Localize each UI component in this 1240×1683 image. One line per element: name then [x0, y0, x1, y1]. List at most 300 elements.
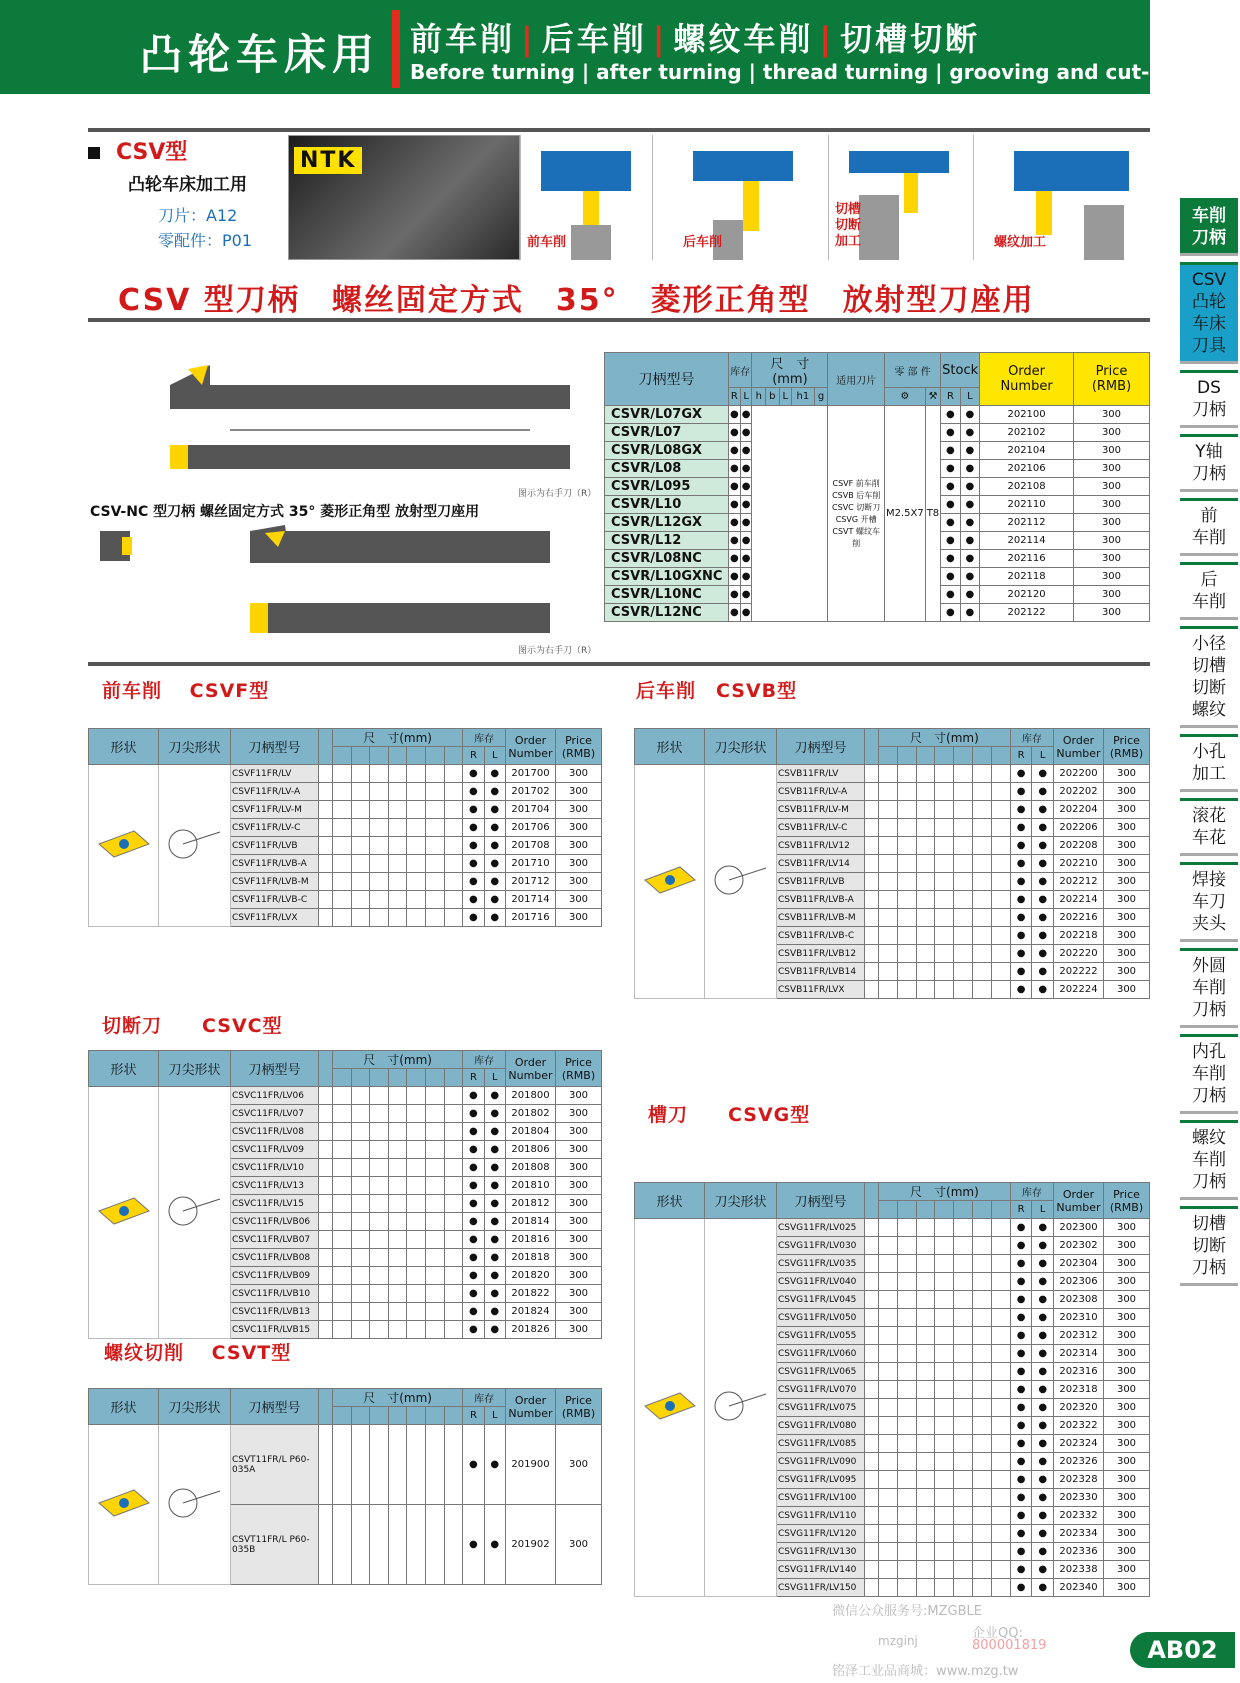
table-row: CSVB11FR/LVB-A ● ● 202214 300	[635, 891, 1150, 909]
table-row: CSVC11FR/LV10 ● ● 201808 300	[89, 1159, 602, 1177]
table-row: CSVR/L10NC ● ● ● ● 202120 300	[605, 586, 1150, 604]
tip-diagram	[159, 765, 231, 927]
price-cell: 300	[1073, 550, 1149, 568]
price-cell: 300	[1073, 514, 1149, 532]
price-cell: 300	[1104, 1435, 1150, 1453]
side-tab[interactable]: 前 车削	[1180, 498, 1238, 556]
order-cell: 202104	[980, 442, 1074, 460]
order-cell: 201816	[506, 1231, 556, 1249]
price-cell: 300	[1073, 586, 1149, 604]
cat-thread: 螺纹车削	[673, 20, 814, 58]
order-cell: 201716	[506, 909, 556, 927]
order-cell: 202206	[1054, 819, 1104, 837]
col-stock: 库存	[1010, 1183, 1053, 1201]
shape-diagram	[89, 1425, 159, 1585]
order-cell: 202326	[1054, 1453, 1104, 1471]
model-cell: CSVR/L12GX	[605, 514, 729, 532]
model-cell: CSVC11FR/LV08	[231, 1123, 319, 1141]
table-row: CSVR/L08GX ● ● ● ● 202104 300	[605, 442, 1150, 460]
table-row: CSVG11FR/LV065 ● ● 202316 300	[635, 1363, 1150, 1381]
model-cell: CSVC11FR/LVB06	[231, 1213, 319, 1231]
order-cell: 201826	[506, 1321, 556, 1339]
order-cell: 202338	[1054, 1561, 1104, 1579]
table-row: CSVR/L12GX ● ● ● ● 202112 300	[605, 514, 1150, 532]
col-order: Order Number	[506, 1051, 556, 1087]
tip-diagram	[705, 765, 777, 999]
price-cell: 300	[1104, 837, 1150, 855]
table-row: CSVT11FR/L P60-035B ● ● 201902 300	[89, 1505, 602, 1585]
cat-front: 前车削	[410, 20, 516, 58]
model-cell: CSVC11FR/LVB13	[231, 1303, 319, 1321]
col-shape: 形状	[89, 1051, 159, 1087]
model-cell: CSVR/L08	[605, 460, 729, 478]
model-cell: CSVF11FR/LV-A	[231, 783, 319, 801]
price-cell: 300	[1073, 478, 1149, 496]
table-row: CSVB11FR/LV ● ● 202200 300	[635, 765, 1150, 783]
price-cell: 300	[556, 1177, 602, 1195]
price-cell: 300	[556, 873, 602, 891]
side-tab[interactable]: CSV 凸轮 车床 刀具	[1180, 262, 1238, 364]
model-name: CSV型	[116, 140, 188, 165]
order-cell: 201812	[506, 1195, 556, 1213]
price-cell: 300	[1104, 927, 1150, 945]
model-cell: CSVB11FR/LV-A	[777, 783, 865, 801]
page-number: AB02	[1130, 1632, 1235, 1668]
op-back-label: 后车削	[683, 235, 723, 250]
price-cell: 300	[1073, 568, 1149, 586]
qq-number: 800001819	[972, 1638, 1047, 1653]
table-row: CSVB11FR/LVB ● ● 202212 300	[635, 873, 1150, 891]
table-row: CSVG11FR/LV085 ● ● 202324 300	[635, 1435, 1150, 1453]
order-cell: 202214	[1054, 891, 1104, 909]
model-cell: CSVB11FR/LVB14	[777, 963, 865, 981]
col-tip: 刀尖形状	[159, 729, 231, 765]
table-row: CSVR/L10GXNC ● ● ● ● 202118 300	[605, 568, 1150, 586]
col-stock: 库存	[1010, 729, 1053, 747]
table-row: CSVR/L12 ● ● ● ● 202114 300	[605, 532, 1150, 550]
holder-diagram	[90, 355, 590, 495]
screw-cell: M2.5X7	[884, 406, 925, 622]
order-cell: 201706	[506, 819, 556, 837]
op-thread-label: 螺纹加工	[994, 235, 1047, 250]
order-cell: 202314	[1054, 1345, 1104, 1363]
price-cell: 300	[1104, 1561, 1150, 1579]
order-cell: 201804	[506, 1123, 556, 1141]
model-cell: CSVR/L12NC	[605, 604, 729, 622]
side-tab[interactable]: 车削 刀柄	[1180, 198, 1238, 256]
price-cell: 300	[556, 765, 602, 783]
table-row: CSVG11FR/LV050 ● ● 202310 300	[635, 1309, 1150, 1327]
model-cell: CSVB11FR/LV14	[777, 855, 865, 873]
order-cell: 201704	[506, 801, 556, 819]
tip-diagram	[159, 1087, 231, 1339]
col-shape: 形状	[89, 729, 159, 765]
side-tab[interactable]: 小孔 加工	[1180, 734, 1238, 792]
order-cell: 202204	[1054, 801, 1104, 819]
col-shape: 形状	[635, 1183, 705, 1219]
col-model: 刀柄型号	[231, 1051, 319, 1087]
table-row: CSVG11FR/LV090 ● ● 202326 300	[635, 1453, 1150, 1471]
table-row: CSVB11FR/LVB12 ● ● 202220 300	[635, 945, 1150, 963]
table-row: CSVC11FR/LVB13 ● ● 201824 300	[89, 1303, 602, 1321]
table-row: CSVG11FR/LV120 ● ● 202334 300	[635, 1525, 1150, 1543]
model-cell: CSVC11FR/LV10	[231, 1159, 319, 1177]
table-row: CSVC11FR/LVB09 ● ● 201820 300	[89, 1267, 602, 1285]
col-size: 尺 寸(mm)	[752, 353, 828, 388]
key-cell: T8	[925, 406, 940, 622]
shape-diagram	[635, 765, 705, 999]
price-cell: 300	[1104, 1399, 1150, 1417]
price-cell: 300	[1104, 819, 1150, 837]
blade-item: CSVF 前车削	[832, 478, 880, 488]
table-row: CSVG11FR/LV045 ● ● 202308 300	[635, 1291, 1150, 1309]
side-tabs	[1180, 198, 1240, 1292]
order-cell: 201822	[506, 1285, 556, 1303]
order-cell: 201806	[506, 1141, 556, 1159]
price-cell: 300	[556, 801, 602, 819]
col-model: 刀柄型号	[231, 729, 319, 765]
table-row: CSVG11FR/LV080 ● ● 202322 300	[635, 1417, 1150, 1435]
col-model: 刀柄型号	[777, 1183, 865, 1219]
model-cell: CSVC11FR/LV09	[231, 1141, 319, 1159]
model-cell: CSVR/L08NC	[605, 550, 729, 568]
price-cell: 300	[556, 1321, 602, 1339]
table-row: CSVG11FR/LV095 ● ● 202328 300	[635, 1471, 1150, 1489]
model-cell: CSVR/L07GX	[605, 406, 729, 424]
table-row: CSVG11FR/LV110 ● ● 202332 300	[635, 1507, 1150, 1525]
price-cell: 300	[556, 1249, 602, 1267]
model-cell: CSVB11FR/LVB-C	[777, 927, 865, 945]
order-cell: 201902	[506, 1505, 556, 1585]
price-cell: 300	[556, 783, 602, 801]
col-model: 刀柄型号	[231, 1389, 319, 1425]
table-row: CSVG11FR/LV150 ● ● 202340 300	[635, 1579, 1150, 1597]
sub-g: g	[814, 388, 828, 406]
price-cell: 300	[1104, 1273, 1150, 1291]
side-tab[interactable]: 后 车削	[1180, 562, 1238, 620]
mall-text: 铭泽工业品商城：www.mzg.tw	[832, 1664, 1019, 1679]
model-cell: CSVG11FR/LV080	[777, 1417, 865, 1435]
col-tip: 刀尖形状	[159, 1389, 231, 1425]
side-tab[interactable]: 外圆 车削 刀柄	[1180, 948, 1238, 1028]
model-cell: CSVG11FR/LV060	[777, 1345, 865, 1363]
side-tab[interactable]: DS 刀柄	[1180, 370, 1238, 428]
table-row: CSVC11FR/LV07 ● ● 201802 300	[89, 1105, 602, 1123]
col-shape: 形状	[89, 1389, 159, 1425]
price-cell: 300	[1104, 1489, 1150, 1507]
order-cell: 202112	[980, 514, 1074, 532]
price-cell: 300	[1104, 783, 1150, 801]
col-stock: 库存	[463, 729, 506, 747]
model-cell: CSVB11FR/LVB	[777, 873, 865, 891]
nc-title: CSV-NC 型刀柄 螺丝固定方式 35° 菱形正角型 放射型刀座用	[90, 504, 480, 520]
price-cell: 300	[1073, 460, 1149, 478]
side-tab[interactable]: 内孔 车削 刀柄	[1180, 1034, 1238, 1114]
model-cell: CSVC11FR/LVB15	[231, 1321, 319, 1339]
order-cell: 202110	[980, 496, 1074, 514]
price-cell: 300	[556, 837, 602, 855]
order-cell: 202332	[1054, 1507, 1104, 1525]
shape-diagram	[635, 1219, 705, 1597]
model-cell: CSVG11FR/LV140	[777, 1561, 865, 1579]
ntk-logo: NTK	[294, 147, 362, 174]
table-row: CSVF11FR/LV-M ● ● 201704 300	[89, 801, 602, 819]
order-cell: 201808	[506, 1159, 556, 1177]
model-cell: CSVF11FR/LV	[231, 765, 319, 783]
table-row: CSVB11FR/LVX ● ● 202224 300	[635, 981, 1150, 999]
col-price: Price (RMB)	[1104, 1183, 1150, 1219]
shape-diagram	[89, 765, 159, 927]
csvb-table: 形状 刀尖形状 刀柄型号 尺 寸(mm) 库存 Order Number Price (RMB) R L CSVB11FR/LV ● ● 202200 300 CSVB11FR/LV-A ● ● 202202 300 CSVB11FR/LV-M ● ● 202204 300 CSVB11FR/LV-C ● ● 202206 300 CSVB11FR/LV12 ● ● 202208 300 CSVB11FR/LV14 ● ● 202210 300 CSVB11FR/LVB ● ● 202212 300 CSVB11FR/LVB-A ● ● 202214 300 CSVB11FR/LVB-M ● ● 202216 300 CSVB11FR/LVB-C ● ● 202218 300 CSVB11FR/LVB12 ● ● 202220 300 CSVB11FR/LVB14 ● ● 202222 300 CSVB11FR/LVX ● ● 202224 300	[634, 728, 1150, 999]
order-cell: 201802	[506, 1105, 556, 1123]
table-row: CSVB11FR/LVB-M ● ● 202216 300	[635, 909, 1150, 927]
intro-block	[88, 135, 288, 260]
model-cell: CSVG11FR/LV150	[777, 1579, 865, 1597]
table-row: CSVB11FR/LV-C ● ● 202206 300	[635, 819, 1150, 837]
table-row: CSVG11FR/LV025 ● ● 202300 300	[635, 1219, 1150, 1237]
sub-l: L	[740, 388, 752, 406]
table-row: CSVF11FR/LVB ● ● 201708 300	[89, 837, 602, 855]
table-row: CSVF11FR/LVX ● ● 201716 300	[89, 909, 602, 927]
model-cell: CSVG11FR/LV065	[777, 1363, 865, 1381]
col-order: Order Number	[506, 1389, 556, 1425]
side-tab[interactable]: 焊接 车刀 夹头	[1180, 862, 1238, 942]
model-cell: CSVC11FR/LVB07	[231, 1231, 319, 1249]
price-cell: 300	[1104, 1309, 1150, 1327]
model-cell: CSVB11FR/LV-C	[777, 819, 865, 837]
model-cell: CSVG11FR/LV070	[777, 1381, 865, 1399]
order-cell: 202318	[1054, 1381, 1104, 1399]
csvf-title: 前车削 CSVF型	[102, 680, 270, 702]
price-cell: 300	[1104, 1525, 1150, 1543]
key-icon: ⚒	[925, 388, 940, 406]
order-cell: 202308	[1054, 1291, 1104, 1309]
divider	[88, 318, 1150, 322]
side-tab[interactable]: Y轴 刀柄	[1180, 434, 1238, 492]
price-cell: 300	[556, 1159, 602, 1177]
nc-holder-diagram	[100, 525, 580, 645]
op-groove-diagram	[828, 135, 973, 260]
price-cell: 300	[1073, 424, 1149, 442]
table-row: CSVG11FR/LV040 ● ● 202306 300	[635, 1273, 1150, 1291]
side-tab[interactable]: 螺纹 车削 刀柄	[1180, 1120, 1238, 1200]
blade-item: CSVG 开槽	[835, 514, 877, 524]
side-tab[interactable]: 滚花 车花	[1180, 798, 1238, 856]
order-cell: 201800	[506, 1087, 556, 1105]
table-row: CSVC11FR/LVB07 ● ● 201816 300	[89, 1231, 602, 1249]
side-tab[interactable]: 小径 切槽 切断 螺纹	[1180, 626, 1238, 728]
price-cell: 300	[1104, 945, 1150, 963]
blade-item: CSVB 后车削	[832, 490, 881, 500]
price-cell: 300	[556, 1303, 602, 1321]
order-cell: 202336	[1054, 1543, 1104, 1561]
order-cell: 202116	[980, 550, 1074, 568]
model-cell: CSVC11FR/LVB08	[231, 1249, 319, 1267]
model-cell: CSVG11FR/LV025	[777, 1219, 865, 1237]
order-cell: 202200	[1054, 765, 1104, 783]
order-cell: 202322	[1054, 1417, 1104, 1435]
order-cell: 202324	[1054, 1435, 1104, 1453]
op-back-diagram	[652, 135, 828, 260]
order-cell: 201710	[506, 855, 556, 873]
order-cell: 202320	[1054, 1399, 1104, 1417]
skype-text: mzginj	[878, 1634, 918, 1648]
table-row: CSVB11FR/LV12 ● ● 202208 300	[635, 837, 1150, 855]
price-cell: 300	[556, 1425, 602, 1505]
price-cell: 300	[1073, 442, 1149, 460]
cat-groove: 切槽切断	[840, 20, 981, 58]
order-cell: 202106	[980, 460, 1074, 478]
price-cell: 300	[1104, 1579, 1150, 1597]
price-cell: 300	[1104, 1237, 1150, 1255]
price-cell: 300	[1073, 604, 1149, 622]
table-row: CSVB11FR/LVB-C ● ● 202218 300	[635, 927, 1150, 945]
csvc-title: 切断刀 CSVC型	[102, 1015, 283, 1037]
model-cell: CSVF11FR/LV-M	[231, 801, 319, 819]
col-model: 刀柄型号	[777, 729, 865, 765]
model-cell: CSVG11FR/LV090	[777, 1453, 865, 1471]
model-cell: CSVG11FR/LV100	[777, 1489, 865, 1507]
price-cell: 300	[1104, 801, 1150, 819]
table-row: CSVC11FR/LVB06 ● ● 201814 300	[89, 1213, 602, 1231]
csvg-title: 槽刀 CSVG型	[648, 1104, 811, 1126]
model-cell: CSVC11FR/LVB10	[231, 1285, 319, 1303]
table-row: CSVF11FR/LVB-M ● ● 201712 300	[89, 873, 602, 891]
divider	[88, 128, 1150, 132]
table-row: CSVC11FR/LV08 ● ● 201804 300	[89, 1123, 602, 1141]
price-cell: 300	[1073, 532, 1149, 550]
price-cell: 300	[556, 819, 602, 837]
price-cell: 300	[1104, 1291, 1150, 1309]
model-cell: CSVF11FR/LVB	[231, 837, 319, 855]
price-cell: 300	[556, 1087, 602, 1105]
order-cell: 202304	[1054, 1255, 1104, 1273]
price-cell: 300	[1104, 1507, 1150, 1525]
price-cell: 300	[556, 909, 602, 927]
table-row: CSVB11FR/LV14 ● ● 202210 300	[635, 855, 1150, 873]
table-row: CSVC11FR/LV09 ● ● 201806 300	[89, 1141, 602, 1159]
model-cell: CSVB11FR/LVX	[777, 981, 865, 999]
col-size: 尺 寸(mm)	[879, 729, 1011, 747]
table-row: CSVF11FR/LVB-C ● ● 201714 300	[89, 891, 602, 909]
sub-r2: R	[941, 388, 960, 406]
order-cell: 201810	[506, 1177, 556, 1195]
col-order: Order Number	[506, 729, 556, 765]
sub-r: R	[729, 388, 741, 406]
price-cell: 300	[1104, 1453, 1150, 1471]
price-cell: 300	[556, 855, 602, 873]
csvf-table: 形状 刀尖形状 刀柄型号 尺 寸(mm) 库存 Order Number Price (RMB) R L CSVF11FR/LV ● ● 201700 300 CSVF11FR/LV-A ● ● 201702 300 CSVF11FR/LV-M ● ● 201704 300 CSVF11FR/LV-C ● ● 201706 300 CSVF11FR/LVB ● ● 201708 300 CSVF11FR/LVB-A ● ● 201710 300 CSVF11FR/LVB-M ● ● 201712 300 CSVF11FR/LVB-C ● ● 201714 300 CSVF11FR/LVX ● ● 201716 300	[88, 728, 602, 927]
table-row: CSVF11FR/LVB-A ● ● 201710 300	[89, 855, 602, 873]
col-shape: 形状	[635, 729, 705, 765]
table-row: CSVR/L07 ● ● ● ● 202102 300	[605, 424, 1150, 442]
col-stock: 库存	[463, 1389, 506, 1407]
table-row: CSVR/L095 ● ● ● ● 202108 300	[605, 478, 1150, 496]
table-row: CSVG11FR/LV030 ● ● 202302 300	[635, 1237, 1150, 1255]
model-cell: CSVR/L10	[605, 496, 729, 514]
model-cell: CSVG11FR/LV120	[777, 1525, 865, 1543]
price-cell: 300	[556, 1285, 602, 1303]
model-cell: CSVR/L10GXNC	[605, 568, 729, 586]
col-price: Price (RMB)	[556, 1051, 602, 1087]
order-cell: 202202	[1054, 783, 1104, 801]
table-row: CSVR/L10 ● ● ● ● 202110 300	[605, 496, 1150, 514]
model-cell: CSVR/L095	[605, 478, 729, 496]
price-cell: 300	[556, 1231, 602, 1249]
table-row: CSVG11FR/LV075 ● ● 202320 300	[635, 1399, 1150, 1417]
col-price: Price (RMB)	[556, 1389, 602, 1425]
order-cell: 202114	[980, 532, 1074, 550]
order-cell: 202330	[1054, 1489, 1104, 1507]
price-cell: 300	[1104, 1417, 1150, 1435]
model-cell: CSVG11FR/LV045	[777, 1291, 865, 1309]
model-cell: CSVF11FR/LVX	[231, 909, 319, 927]
side-tab[interactable]: 切槽 切断 刀柄	[1180, 1206, 1238, 1286]
order-cell: 202212	[1054, 873, 1104, 891]
price-cell: 300	[1104, 855, 1150, 873]
section-title: CSV 型刀柄 螺丝固定方式 35° 菱形正角型 放射型刀座用	[118, 283, 1035, 318]
order-cell: 202218	[1054, 927, 1104, 945]
price-cell: 300	[1104, 1219, 1150, 1237]
model-cell: CSVG11FR/LV110	[777, 1507, 865, 1525]
price-cell: 300	[1073, 496, 1149, 514]
use-text: 凸轮车床加工用	[128, 175, 247, 195]
table-row: CSVG11FR/LV070 ● ● 202318 300	[635, 1381, 1150, 1399]
price-cell: 300	[1104, 1381, 1150, 1399]
price-cell: 300	[1104, 1543, 1150, 1561]
model-cell: CSVF11FR/LV-C	[231, 819, 319, 837]
model-cell: CSVR/L08GX	[605, 442, 729, 460]
col-tip: 刀尖形状	[159, 1051, 231, 1087]
diagram-note-2: 图示为右手刀（R）	[518, 646, 597, 656]
model-cell: CSVB11FR/LV-M	[777, 801, 865, 819]
price-cell: 300	[1104, 1255, 1150, 1273]
page-title: 凸轮车床用	[140, 30, 381, 79]
col-size: 尺 寸(mm)	[333, 729, 463, 747]
model-cell: CSVG11FR/LV050	[777, 1309, 865, 1327]
col-price: Price (RMB)	[1104, 729, 1150, 765]
model-cell: CSVT11FR/L P60-035B	[231, 1505, 319, 1585]
shape-diagram	[89, 1087, 159, 1339]
csvg-table: 形状 刀尖形状 刀柄型号 尺 寸(mm) 库存 Order Number Price (RMB) R L CSVG11FR/LV025 ● ● 202300 300 CSVG11FR/LV030 ● ● 202302 300 CSVG11FR/LV035 ● ● 202304 300 CSVG11FR/LV040 ● ● 202306 300 CSVG11FR/LV045 ● ● 202308 300 CSVG11FR/LV050 ● ● 202310 300 CSVG11FR/LV055 ● ● 202312 300 CSVG11FR/LV060 ● ● 202314 300 CSVG11FR/LV065 ● ● 202316 300 CSVG11FR/LV070 ● ● 202318 300 CSVG11FR/LV075 ● ● 202320 300 CSVG11FR/LV080 ● ● 202322 300 CSVG11FR/LV085 ● ● 202324 300 CSVG11FR/LV090 ● ● 202326 300 CSVG11FR/LV095 ● ● 202328 300 CSVG11FR/LV100 ● ● 202330 300 CSVG11FR/LV110 ● ● 202332 300 CSVG11FR/LV120 ● ● 202334 300 CSVG11FR/LV130 ● ● 202336 300 CSVG11FR/LV140 ● ● 202338 300 CSVG11FR/LV150 ● ● 202340 300	[634, 1182, 1150, 1597]
model-cell: CSVR/L10NC	[605, 586, 729, 604]
model-cell: CSVC11FR/LV06	[231, 1087, 319, 1105]
blade-text: 刀片：A12	[158, 206, 238, 225]
op-thread-diagram	[973, 135, 1150, 260]
op-front-label: 前车削	[527, 235, 567, 250]
table-row: CSVR/L12NC ● ● ● ● 202122 300	[605, 604, 1150, 622]
order-cell: 201824	[506, 1303, 556, 1321]
col-tip: 刀尖形状	[705, 1183, 777, 1219]
order-cell: 202316	[1054, 1363, 1104, 1381]
model-cell: CSVC11FR/LVB09	[231, 1267, 319, 1285]
price-cell: 300	[1104, 1345, 1150, 1363]
order-cell: 202334	[1054, 1525, 1104, 1543]
price-cell: 300	[1104, 765, 1150, 783]
model-cell: CSVF11FR/LVB-A	[231, 855, 319, 873]
table-row: CSVF11FR/LV-A ● ● 201702 300	[89, 783, 602, 801]
col-price: Price (RMB)	[556, 729, 602, 765]
col-size: 尺 寸(mm)	[879, 1183, 1011, 1201]
order-cell: 202210	[1054, 855, 1104, 873]
model-cell: CSVG11FR/LV040	[777, 1273, 865, 1291]
table-row: CSVC11FR/LVB15 ● ● 201826 300	[89, 1321, 602, 1339]
order-cell: 201714	[506, 891, 556, 909]
order-cell: 202216	[1054, 909, 1104, 927]
sub-h1: h1	[792, 388, 815, 406]
order-cell: 201818	[506, 1249, 556, 1267]
table-row: CSVC11FR/LVB08 ● ● 201818 300	[89, 1249, 602, 1267]
